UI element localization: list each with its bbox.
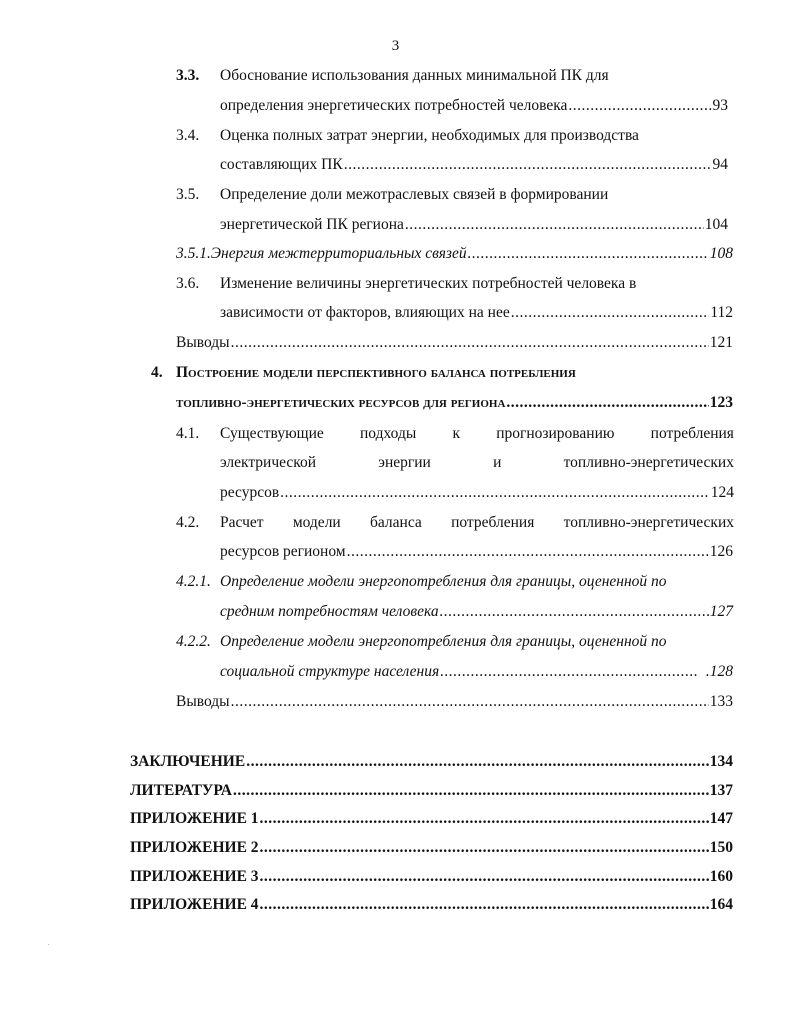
- leader-dots: [233, 781, 709, 801]
- toc-entry-literature: [130, 781, 733, 801]
- toc-entry-3-6-title: Изменение величины энергетических потребностей человека в: [220, 275, 637, 292]
- toc-entry-appendix-3-title: ПРИЛОЖЕНИЕ 3: [130, 868, 259, 885]
- toc-entry-conclusion-title: ЗАКЛЮЧЕНИЕ: [130, 753, 246, 770]
- toc-entry-4-1-number: 4.1.: [176, 425, 200, 442]
- toc-entry-3-6-number: 3.6.: [176, 275, 200, 292]
- toc-entry-3-3-page: 93: [712, 97, 728, 114]
- toc-entry-3-4-title: Оценка полных затрат энергии, необходимых для производства: [220, 127, 639, 144]
- leader-dots: [260, 895, 709, 915]
- toc-entry-appendix-3-page: 160: [709, 868, 733, 885]
- toc-entry-literature-page: 137: [709, 782, 733, 799]
- toc-entry-appendix-4-page: 164: [709, 896, 733, 913]
- page-number: 3: [391, 38, 400, 54]
- toc-entry-4-1-page: 124: [710, 484, 734, 501]
- toc-entry-4-2-2-title-cont: социальной структуре населения: [220, 663, 440, 680]
- toc-entry-4-2-2-number: 4.2.2.: [176, 633, 211, 650]
- toc-entry-appendix-1-page: 147: [709, 810, 733, 827]
- toc-entry-conclusion: [130, 752, 733, 772]
- toc-entry-3-5-line2: [220, 215, 728, 235]
- leader-dots: [347, 542, 709, 562]
- leader-dots: [246, 752, 709, 772]
- toc-entry-4-2-title: [220, 513, 734, 533]
- toc-entry-3-5-title-cont: энергетической ПК региона: [220, 216, 404, 233]
- toc-word: энергии: [378, 454, 431, 471]
- toc-word: баланса: [370, 514, 422, 531]
- toc-entry-4-2-number: 4.2.: [176, 514, 200, 531]
- toc-entry-conclusions-3-page: 121: [709, 334, 733, 351]
- toc-entry-4-2-title-cont: ресурсов регионом: [220, 543, 346, 560]
- toc-entry-3-3-title-cont: определения энергетических потребностей человека: [220, 97, 568, 114]
- toc-word: Существующие: [220, 425, 324, 442]
- toc-word: потребления: [650, 425, 734, 442]
- toc-entry-3-5-number: 3.5.: [176, 186, 200, 203]
- toc-entry-appendix-4: [130, 895, 733, 915]
- toc-entry-appendix-2-title: ПРИЛОЖЕНИЕ 2: [130, 839, 259, 856]
- toc-entry-4-2-2-page: .128: [705, 663, 733, 680]
- toc-chapter-4-title-cont: топливно-энергетических ресурсов для региона: [176, 394, 506, 411]
- leader-dots: [231, 333, 709, 353]
- toc-entry-3-3-number: 3.3.: [176, 67, 200, 84]
- toc-word: прогнозированию: [496, 425, 615, 442]
- toc-entry-appendix-3: [130, 867, 733, 887]
- scan-speck: [48, 944, 49, 945]
- toc-entry-4-1-title-line2: [220, 453, 734, 473]
- toc-entry-4-2-line2: [220, 542, 733, 562]
- toc-entry-appendix-1: [130, 809, 733, 829]
- toc-chapter-4-page: 123: [709, 394, 733, 411]
- toc-entry-conclusions-4: [176, 692, 733, 712]
- toc-word: и: [493, 454, 502, 471]
- toc-chapter-4-number: 4.: [151, 364, 163, 381]
- leader-dots: [280, 483, 710, 503]
- toc-entry-4-2-1-title: Определение модели энергопотребления для границы, оцененной по: [220, 573, 667, 590]
- leader-dots: [405, 215, 704, 235]
- toc-entry-3-5-1: [176, 244, 733, 264]
- leader-dots: [260, 867, 709, 887]
- toc-entry-4-2-1-page: 127: [709, 603, 733, 620]
- toc-entry-4-1-line3: [220, 483, 734, 503]
- toc-entry-3-3-line2: [220, 96, 728, 116]
- toc-word: топливно-энергетических: [563, 454, 734, 471]
- leader-dots: [260, 838, 709, 858]
- toc-entry-3-5-page: 104: [704, 216, 728, 233]
- toc-entry-conclusions-4-page: 133: [709, 693, 733, 710]
- leader-dots: [506, 393, 708, 413]
- toc-entry-3-6-page: 112: [710, 304, 733, 321]
- toc-entry-4-2-1-title-cont: средним потребностям человека: [220, 603, 439, 620]
- toc-entry-3-4-page: 94: [712, 156, 728, 173]
- toc-entry-4-2-1-number: 4.2.1.: [176, 573, 211, 590]
- toc-entry-4-2-2-line2: [220, 662, 733, 682]
- toc-word: потребления: [451, 514, 535, 531]
- leader-dots: [440, 602, 709, 622]
- toc-entry-conclusions-4-title: Выводы: [176, 693, 230, 710]
- toc-word: подходы: [360, 425, 417, 442]
- toc-entry-literature-title: ЛИТЕРАТУРА: [130, 782, 232, 799]
- leader-dots: [344, 155, 712, 175]
- leader-dots: [468, 244, 709, 264]
- toc-entry-4-2-2-title: Определение модели энергопотребления для границы, оцененной по: [220, 633, 667, 650]
- toc-entry-appendix-1-title: ПРИЛОЖЕНИЕ 1: [130, 810, 259, 827]
- toc-word: к: [452, 425, 460, 442]
- toc-chapter-4-line2: [176, 393, 733, 413]
- toc-entry-3-3-title: Обоснование использования данных минимальной ПК для: [220, 67, 609, 84]
- leader-dots: [511, 303, 710, 323]
- toc-entry-4-2-page: 126: [709, 543, 733, 560]
- toc-entry-conclusion-page: 134: [709, 753, 733, 770]
- toc-word: электрической: [220, 454, 317, 471]
- toc-entry-3-4-line2: [220, 155, 728, 175]
- toc-word: Расчет: [220, 514, 264, 531]
- toc-entry-4-2-1-line2: [220, 602, 733, 622]
- toc-entry-3-5-title: Определение доли межотраслевых связей в формировании: [220, 186, 609, 203]
- leader-dots: [260, 809, 709, 829]
- toc-entry-3-6-title-cont: зависимости от факторов, влияющих на нее: [220, 304, 510, 321]
- leader-dots: [231, 692, 709, 712]
- toc-entry-4-1-title-cont: ресурсов: [220, 484, 280, 501]
- leader-dots: [568, 96, 711, 116]
- toc-entry-appendix-4-title: ПРИЛОЖЕНИЕ 4: [130, 896, 259, 913]
- toc-entry-conclusions-3: [176, 333, 733, 353]
- leader-dots: [440, 662, 698, 682]
- toc-word: топливно-энергетических: [563, 514, 734, 531]
- toc-entry-appendix-2-page: 150: [709, 839, 733, 856]
- toc-entry-3-4-title-cont: составляющих ПК: [220, 156, 343, 173]
- toc-entry-3-5-1-page: 108: [709, 245, 733, 262]
- toc-entry-4-1-title: [220, 424, 734, 444]
- toc-entry-3-4-number: 3.4.: [176, 127, 200, 144]
- toc-entry-3-5-1-title: Энергия межтерриториальных связей: [210, 245, 467, 262]
- toc-entry-appendix-2: [130, 838, 733, 858]
- toc-entry-3-6-line2: [220, 303, 733, 323]
- toc-word: модели: [292, 514, 341, 531]
- toc-entry-conclusions-3-title: Выводы: [176, 334, 230, 351]
- toc-entry-3-5-1-number: 3.5.1.: [176, 245, 211, 262]
- toc-chapter-4-title: Построение модели перспективного баланса потребления: [176, 364, 576, 381]
